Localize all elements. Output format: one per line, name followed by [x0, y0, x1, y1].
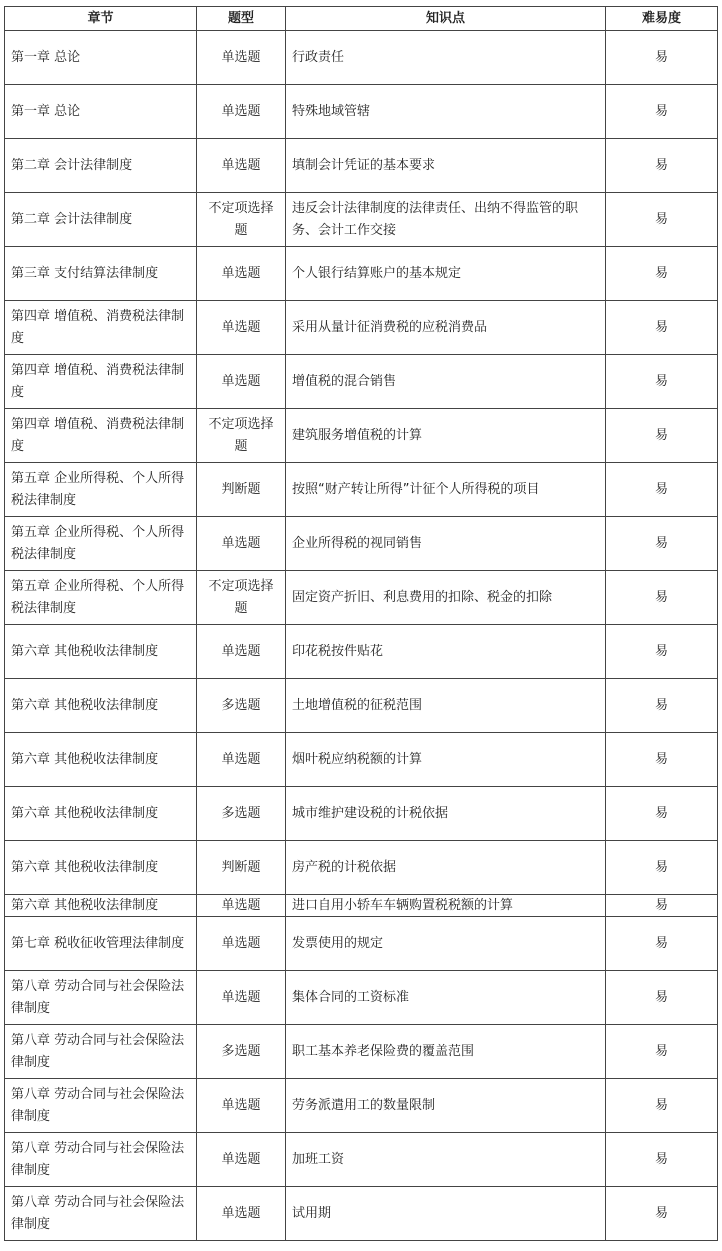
cell-difficulty: 易 — [606, 971, 718, 1025]
cell-difficulty: 易 — [606, 787, 718, 841]
cell-point: 进口自用小轿车车辆购置税税额的计算 — [286, 895, 606, 917]
cell-chapter: 第八章 劳动合同与社会保险法律制度 — [5, 1079, 197, 1133]
cell-chapter: 第五章 企业所得税、个人所得税法律制度 — [5, 517, 197, 571]
cell-difficulty: 易 — [606, 1187, 718, 1241]
cell-type: 单选题 — [197, 301, 286, 355]
cell-type: 单选题 — [197, 895, 286, 917]
cell-chapter: 第七章 税收征收管理法律制度 — [5, 917, 197, 971]
cell-type: 单选题 — [197, 517, 286, 571]
cell-point: 行政责任 — [286, 31, 606, 85]
cell-point: 印花税按件贴花 — [286, 625, 606, 679]
table-row — [5, 409, 718, 463]
cell-difficulty: 易 — [606, 517, 718, 571]
cell-chapter: 第六章 其他税收法律制度 — [5, 679, 197, 733]
table-row — [5, 463, 718, 517]
cell-chapter: 第四章 增值税、消费税法律制度 — [5, 355, 197, 409]
cell-type: 不定项选择题 — [197, 409, 286, 463]
cell-type: 判断题 — [197, 841, 286, 895]
cell-difficulty: 易 — [606, 841, 718, 895]
cell-type: 单选题 — [197, 247, 286, 301]
cell-chapter: 第八章 劳动合同与社会保险法律制度 — [5, 1025, 197, 1079]
knowledge-table — [4, 6, 718, 1241]
cell-point: 违反会计法律制度的法律责任、出纳不得监管的职务、会计工作交接 — [286, 193, 606, 247]
cell-type: 不定项选择题 — [197, 193, 286, 247]
cell-difficulty: 易 — [606, 85, 718, 139]
table-row — [5, 571, 718, 625]
cell-type: 单选题 — [197, 1187, 286, 1241]
table-row — [5, 679, 718, 733]
cell-point: 土地增值税的征税范围 — [286, 679, 606, 733]
cell-chapter: 第六章 其他税收法律制度 — [5, 895, 197, 917]
cell-point: 采用从量计征消费税的应税消费品 — [286, 301, 606, 355]
cell-type: 判断题 — [197, 463, 286, 517]
cell-chapter: 第三章 支付结算法律制度 — [5, 247, 197, 301]
cell-point: 特殊地域管辖 — [286, 85, 606, 139]
cell-difficulty: 易 — [606, 571, 718, 625]
cell-chapter: 第二章 会计法律制度 — [5, 139, 197, 193]
cell-point: 填制会计凭证的基本要求 — [286, 139, 606, 193]
cell-point: 增值税的混合销售 — [286, 355, 606, 409]
cell-point: 企业所得税的视同销售 — [286, 517, 606, 571]
table-row — [5, 625, 718, 679]
table-row — [5, 355, 718, 409]
cell-difficulty: 易 — [606, 1079, 718, 1133]
cell-point: 试用期 — [286, 1187, 606, 1241]
cell-point: 建筑服务增值税的计算 — [286, 409, 606, 463]
cell-difficulty: 易 — [606, 625, 718, 679]
cell-type: 多选题 — [197, 1025, 286, 1079]
cell-point: 个人银行结算账户的基本规定 — [286, 247, 606, 301]
cell-type: 单选题 — [197, 355, 286, 409]
cell-difficulty: 易 — [606, 679, 718, 733]
cell-chapter: 第五章 企业所得税、个人所得税法律制度 — [5, 463, 197, 517]
cell-chapter: 第五章 企业所得税、个人所得税法律制度 — [5, 571, 197, 625]
cell-chapter: 第四章 增值税、消费税法律制度 — [5, 301, 197, 355]
table-row — [5, 971, 718, 1025]
header-row — [5, 7, 718, 31]
cell-difficulty: 易 — [606, 917, 718, 971]
cell-type: 单选题 — [197, 31, 286, 85]
cell-chapter: 第六章 其他税收法律制度 — [5, 625, 197, 679]
table-row — [5, 193, 718, 247]
cell-point: 加班工资 — [286, 1133, 606, 1187]
cell-difficulty: 易 — [606, 733, 718, 787]
table-row — [5, 1079, 718, 1133]
cell-point: 房产税的计税依据 — [286, 841, 606, 895]
header-difficulty: 难易度 — [606, 7, 718, 31]
cell-point: 发票使用的规定 — [286, 917, 606, 971]
cell-chapter: 第六章 其他税收法律制度 — [5, 787, 197, 841]
cell-difficulty: 易 — [606, 247, 718, 301]
cell-type: 单选题 — [197, 917, 286, 971]
table-row — [5, 1187, 718, 1241]
table-row — [5, 841, 718, 895]
cell-type: 单选题 — [197, 1079, 286, 1133]
cell-difficulty: 易 — [606, 139, 718, 193]
table-row — [5, 139, 718, 193]
cell-difficulty: 易 — [606, 355, 718, 409]
table-row — [5, 917, 718, 971]
cell-point: 集体合同的工资标准 — [286, 971, 606, 1025]
cell-point: 按照“财产转让所得”计征个人所得税的项目 — [286, 463, 606, 517]
cell-type: 多选题 — [197, 679, 286, 733]
table-row — [5, 247, 718, 301]
cell-difficulty: 易 — [606, 1025, 718, 1079]
cell-chapter: 第八章 劳动合同与社会保险法律制度 — [5, 1187, 197, 1241]
table-row — [5, 1025, 718, 1079]
table-row — [5, 301, 718, 355]
header-chapter: 章节 — [5, 7, 197, 31]
cell-chapter: 第八章 劳动合同与社会保险法律制度 — [5, 971, 197, 1025]
cell-difficulty: 易 — [606, 409, 718, 463]
cell-difficulty: 易 — [606, 31, 718, 85]
table-row — [5, 895, 718, 917]
cell-type: 不定项选择题 — [197, 571, 286, 625]
cell-type: 单选题 — [197, 625, 286, 679]
cell-type: 单选题 — [197, 971, 286, 1025]
cell-difficulty: 易 — [606, 301, 718, 355]
table-row — [5, 517, 718, 571]
cell-point: 劳务派遣用工的数量限制 — [286, 1079, 606, 1133]
cell-point: 职工基本养老保险费的覆盖范围 — [286, 1025, 606, 1079]
cell-type: 单选题 — [197, 85, 286, 139]
table-row — [5, 85, 718, 139]
table-row — [5, 31, 718, 85]
cell-difficulty: 易 — [606, 463, 718, 517]
table-row — [5, 733, 718, 787]
header-point: 知识点 — [286, 7, 606, 31]
header-type: 题型 — [197, 7, 286, 31]
cell-chapter: 第八章 劳动合同与社会保险法律制度 — [5, 1133, 197, 1187]
cell-chapter: 第一章 总论 — [5, 31, 197, 85]
cell-chapter: 第六章 其他税收法律制度 — [5, 733, 197, 787]
cell-type: 单选题 — [197, 1133, 286, 1187]
cell-difficulty: 易 — [606, 895, 718, 917]
cell-point: 固定资产折旧、利息费用的扣除、税金的扣除 — [286, 571, 606, 625]
cell-chapter: 第二章 会计法律制度 — [5, 193, 197, 247]
table-row — [5, 787, 718, 841]
cell-chapter: 第一章 总论 — [5, 85, 197, 139]
cell-type: 单选题 — [197, 733, 286, 787]
cell-chapter: 第六章 其他税收法律制度 — [5, 841, 197, 895]
cell-difficulty: 易 — [606, 193, 718, 247]
cell-point: 城市维护建设税的计税依据 — [286, 787, 606, 841]
cell-type: 多选题 — [197, 787, 286, 841]
cell-point: 烟叶税应纳税额的计算 — [286, 733, 606, 787]
table-row — [5, 1133, 718, 1187]
cell-difficulty: 易 — [606, 1133, 718, 1187]
cell-type: 单选题 — [197, 139, 286, 193]
cell-chapter: 第四章 增值税、消费税法律制度 — [5, 409, 197, 463]
